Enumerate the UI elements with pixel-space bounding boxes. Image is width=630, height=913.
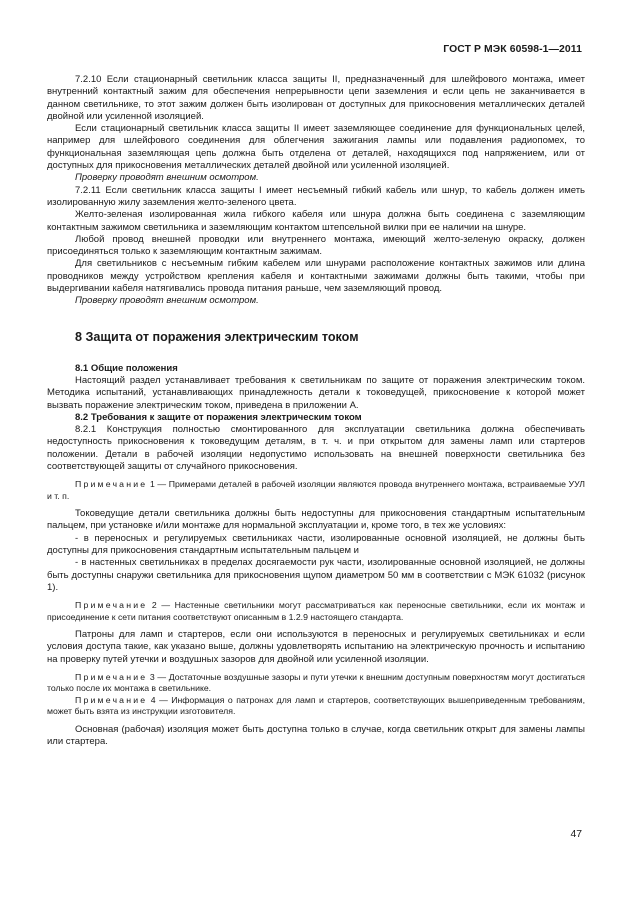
note-text: 1 — Примерами деталей в рабочей изоляции являются провода внутреннего монтажа, встраиваемые УУЛ и т. п.: [47, 479, 585, 501]
document-header: ГОСТ Р МЭК 60598-1—2011: [443, 44, 582, 55]
note-text: 3 — Достаточные воздушные зазоры и пути утечки к внешним доступным поверхностям могут достигаться только после их монтажа в светильнике.: [47, 671, 585, 694]
paragraph: Для светильников с несъемным гибким кабелем или шнурами расположение контактных зажимов или длина проводников между устройством крепления кабеля и контактными зажимами должны быть такими, чтобы при выдергивании кабеля натягивались провода питания раньше, чем заземляющий провод.: [47, 258, 585, 295]
paragraph: [47, 172, 585, 184]
paragraph: Если стационарный светильник класса защиты II имеет заземляющее соединение для функциональных целей, например для шлейфового соединения для облегчения зажигания лампы или подавления радиопомех, то функциональная заземляющая цепь должна быть отделена от деталей, находящихся под напряжением, или от доступных для прикосновения металлических деталей двойной или усиленной изоляцией.: [47, 123, 585, 172]
paragraph: Патроны для ламп и стартеров, если они используются в переносных и регулируемых светильниках и если условия доступа такие, как указано выше, должны удовлетворять испытанию на электрическую прочность и испытанию на проверку путей утечки и воздушных зазоров для двойной или усиленной изоляции.: [47, 629, 585, 665]
note: [47, 479, 585, 502]
paragraph: Любой провод внешней проводки или внутреннего монтажа, имеющий желто-зеленую окраску, должен присоединяться только к заземляющим контактным зажимам.: [47, 233, 585, 258]
section-heading: 8 Защита от поражения электрическим током: [75, 329, 359, 344]
page-body: [47, 74, 585, 748]
paragraph: 8.2.1 Конструкция полностью смонтированного для эксплуатации светильника должна обеспечивать недоступность прикосновения к токоведущим деталям, в т. ч. и при открытом для замены ламп или стартеров положении. Детали в рабочей изоляции недопустимо использовать на внешней поверхности светильника без соответствующей защиты от случайного прикосновения.: [47, 424, 585, 473]
paragraph: 7.2.11 Если светильник класса защиты I имеет несъемный гибкий кабель или шнур, то кабель должен иметь изолированную жилу заземления желто-зеленого цвета.: [47, 184, 585, 208]
paragraph: Токоведущие детали светильника должны быть недоступны для прикосновения стандартным испытательным пальцем, при установке и/или монтаже для нормальной эксплуатации и, кроме того, в тех же условиях:: [47, 508, 585, 532]
paragraph: - в переносных и регулируемых светильниках части, изолированные основной изоляцией, не должны быть доступны для прикосновения стандартным испытательным пальцем и: [47, 532, 585, 557]
note-label: Примечание: [75, 671, 148, 682]
paragraph: Настоящий раздел устанавливает требования к светильникам по защите от поражения электрическим током. Методика испытаний, устанавливающих принадлежность детали к токоведущей, прикосновение к которой может вызвать поражение электрическим током, приведена в приложении А.: [47, 374, 585, 411]
note: [47, 672, 585, 695]
note-label: Примечание: [75, 600, 148, 611]
paragraph: Желто-зеленая изолированная жила гибкого кабеля или шнура должна быть соединена с заземляющим контактным зажимом светильника и заземляющим контактом штепсельной вилки при ее наличии на шнуре.: [47, 209, 585, 233]
note: [47, 695, 585, 718]
check-note: Проверку проводят внешним осмотром.: [75, 172, 259, 184]
subsection-heading: 8.2 Требования к защите от поражения электрическим током: [75, 411, 362, 423]
subsection-heading: 8.1 Общие положения: [75, 362, 178, 374]
paragraph: - в настенных светильниках в пределах досягаемости рук части, изолированные основной изоляцией, не должны быть доступны снаружи светильника для прикосновения щупом диаметром 50 мм в соответствии с МЭК 61032 (рисунок 1).: [47, 557, 585, 593]
check-note: Проверку проводят внешним осмотром.: [75, 295, 259, 307]
note-label: Примечание: [75, 479, 148, 490]
note-label: Примечание: [75, 694, 148, 705]
note-text: 4 — Информация о патронах для ламп и стартеров, соответствующих вышеприведенным требованиям, может быть взята из инструкции изготовителя.: [47, 694, 585, 717]
page-number: 47: [570, 829, 582, 840]
paragraph: Основная (рабочая) изоляция может быть доступна только в случае, когда светильник открыт для замены лампы или стартера.: [47, 723, 585, 747]
paragraph: [47, 295, 585, 307]
paragraph: 7.2.10 Если стационарный светильник класса защиты II, предназначенный для шлейфового монтажа, имеет внутренний контактный зажим для обеспечения непрерывности цепи заземления и если цепь не заканчивается в данном светильнике, то этот зажим должен быть изолирован от доступных для прикосновения металлических деталей двойной или усиленной изоляцией.: [47, 74, 585, 122]
note-text: 2 — Настенные светильники могут рассматриваться как переносные светильники, если их монтаж и присоединение к сети питания соответствуют описанным в 1.2.9 настоящего стандарта.: [47, 600, 585, 622]
note: [47, 600, 585, 623]
